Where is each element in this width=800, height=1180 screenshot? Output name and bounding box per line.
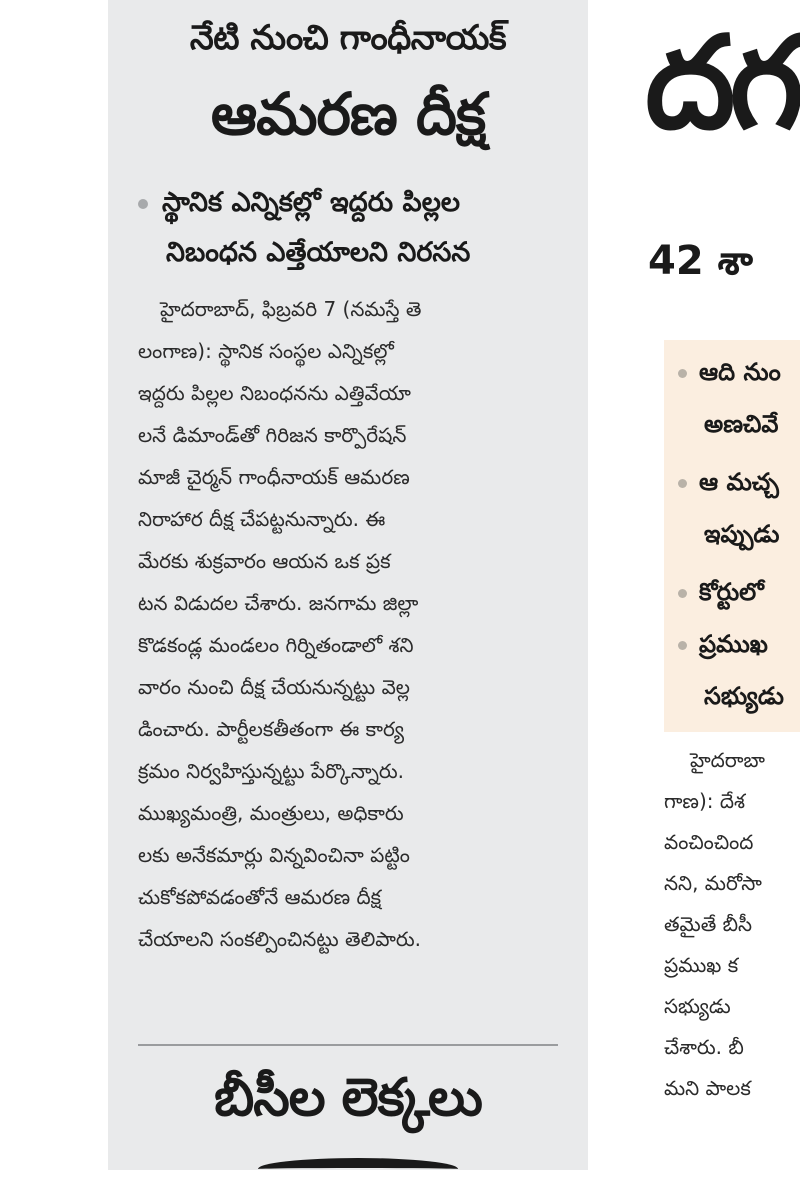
right-article-subhead: 42 శా xyxy=(648,238,753,284)
body-line: డించారు. పార్టీలకతీతంగా ఈ కార్య xyxy=(138,717,405,741)
body-line: గాణ): దేశ xyxy=(664,789,745,813)
body-line: వారం నుంచి దీక్ష చేయనున్నట్టు వెల్ల xyxy=(138,675,410,699)
article-summary-bullet xyxy=(138,178,578,278)
bullet-dot-icon xyxy=(678,369,687,378)
body-line: మాజీ చైర్మన్ గాంధీనాయక్ ఆమరణ xyxy=(138,465,410,489)
body-line: తమైతే బీసీ xyxy=(664,912,753,936)
bullet-dot-icon xyxy=(138,199,148,209)
body-line: చేయాలని సంకల్పించినట్టు తెలిపారు. xyxy=(138,927,422,951)
bullet-dot-icon xyxy=(678,479,687,488)
body-line: ఇద్దరు పిల్లల నిబంధనను ఎత్తివేయా xyxy=(138,381,411,405)
bullet-line-2: నిబంధన ఎత్తేయాలని నిరసన xyxy=(166,237,471,268)
highlight-item: కోర్టులో xyxy=(678,578,764,612)
article-body xyxy=(138,288,568,960)
body-line: చేశారు. బీ xyxy=(664,1035,744,1059)
body-line: నిరాహార దీక్ష చేపట్టనున్నారు. ఈ xyxy=(138,507,386,531)
right-article-headline: దగ xyxy=(645,9,798,158)
body-line: లకు అనేకమార్లు విన్నవించినా పట్టిం xyxy=(138,843,410,867)
highlight-item: ప్రముఖ xyxy=(678,630,768,664)
body-line: చుకోకపోవడంతోనే ఆమరణ దీక్ష xyxy=(138,885,382,909)
body-line: మేరకు శుక్రవారం ఆయన ఒక ప్రక xyxy=(138,549,391,573)
highlight-item: ఆది నుం xyxy=(678,358,781,392)
bullet-dot-icon xyxy=(678,641,687,650)
body-line: వంచించింద xyxy=(664,830,754,854)
next-article-headline: బీసీల లెక్కలు xyxy=(214,1068,482,1128)
bullet-line-1: స్థానిక ఎన్నికల్లో ఇద్దరు పిల్లల xyxy=(162,187,460,218)
article-kicker: నేటి నుంచి గాంధీనాయక్ xyxy=(189,18,507,58)
article-divider xyxy=(138,1044,558,1046)
cropped-text-fragment xyxy=(258,1158,458,1180)
highlight-item: సభ్యుడు xyxy=(704,682,784,710)
body-line: మని పాలక xyxy=(664,1076,751,1100)
left-article-column xyxy=(108,0,588,1170)
body-line: క్రమం నిర్వహిస్తున్నట్టు పేర్కొన్నారు. xyxy=(138,759,405,783)
body-line: లంగాణ): స్థానిక సంస్థల ఎన్నికల్లో xyxy=(138,339,394,363)
body-line: హైదరాబా xyxy=(690,748,765,772)
right-article-highlight-box xyxy=(664,340,800,732)
highlight-item: అణచివే xyxy=(704,410,779,438)
highlight-item: ఆ మచ్చ xyxy=(678,468,779,502)
highlight-item: ఇప్పుడు xyxy=(704,520,780,548)
body-line: కొడకండ్ల మండలం గిర్నితండాలో శని xyxy=(138,633,414,657)
body-line: ప్రముఖ క xyxy=(664,953,739,977)
body-line: టన విడుదల చేశారు. జనగామ జిల్లా xyxy=(138,591,419,615)
article-headline: ఆమరణ దీక్ష xyxy=(210,80,486,148)
bullet-dot-icon xyxy=(678,589,687,598)
body-line: లనే డిమాండ్‌తో గిరిజన కార్పొరేషన్ xyxy=(138,423,407,447)
body-line: నని, మరోసా xyxy=(664,871,762,895)
body-line: ముఖ్యమంత్రి, మంత్రులు, అధికారు xyxy=(138,801,404,825)
body-line: హైదరాబాద్, ఫిబ్రవరి 7 (నమస్తే తె xyxy=(160,297,422,321)
right-article-body xyxy=(664,740,800,1109)
body-line: సభ్యుడు xyxy=(664,994,731,1018)
